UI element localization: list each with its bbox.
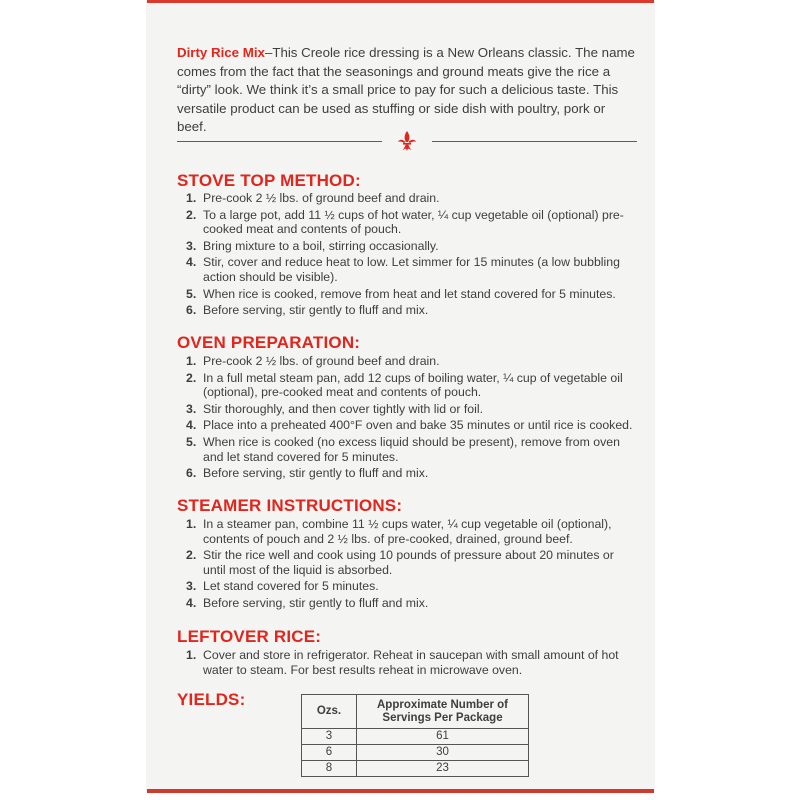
list-item: 3. Stir thoroughly, and then cover tightly with lid or foil. [186, 401, 484, 416]
list-item: 5. When rice is cooked, remove from heat and let stand covered for 5 minutes. [186, 286, 616, 301]
leftover-rice-heading: LEFTOVER RICE: [177, 627, 322, 646]
table-cell: 61 [357, 729, 529, 745]
table-header-row [302, 695, 529, 729]
oven-preparation-steps [177, 354, 637, 483]
list-item: 5. When rice is cooked (no excess liquid should be present), remove from oven and let stand covered for 5 minutes. [186, 434, 620, 464]
product-name: Dirty Rice Mix [177, 45, 265, 60]
table-row [302, 745, 529, 761]
list-item: 1. Pre-cook 2 ½ lbs. of ground beef and drain. [186, 354, 440, 368]
list-item: 6. Before serving, stir gently to fluff and mix. [186, 466, 429, 481]
table-cell: 8 [302, 761, 357, 777]
table-cell: 23 [357, 761, 529, 777]
steamer-instructions-heading: STEAMER INSTRUCTIONS: [177, 496, 403, 515]
intro-text: –This Creole rice dressing is a New Orleans classic. The name comes from the fact that the seasonings and ground meats give the rice a “dirty” look. We think it’s a small price to pay for such a delicious taste. This versatile product can be used as stuffing or side dish with poultry, pork or beef. [177, 45, 635, 134]
list-item: 6. Before serving, stir gently to fluff and mix. [186, 303, 429, 318]
oven-preparation-heading: OVEN PREPARATION: [177, 333, 361, 352]
list-item: 4. Before serving, stir gently to fluff and mix. [186, 595, 429, 610]
ornamental-divider [177, 131, 637, 151]
table-cell: 6 [302, 745, 357, 761]
list-item: 2. To a large pot, add 11 ½ cups of hot water, ¼ cup vegetable oil (optional) pre-cooked meat and contents of pouch. [186, 207, 624, 237]
list-item: 2. Stir the rice well and cook using 10 pounds of pressure about 20 minutes or until most of the liquid is absorbed. [186, 548, 614, 577]
package-bottom-edge [147, 789, 654, 793]
list-item: 1. Cover and store in refrigerator. Reheat in saucepan with small amount of hot water to steam. For best results reheat in microwave oven. [186, 648, 619, 677]
list-item: 3. Bring mixture to a boil, stirring occasionally. [186, 238, 439, 253]
table-row [302, 761, 529, 777]
list-item: 2. In a full metal steam pan, add 12 cups of boiling water, ¼ cup of vegetable oil (optional), pre-cooked meat and contents of pouch. [186, 370, 623, 400]
column-header-servings: Approximate Number of Servings Per Package [357, 695, 529, 729]
fleur-de-lis-icon [396, 131, 418, 151]
list-item: 1. In a steamer pan, combine 11 ½ cups water, ¼ cup vegetable oil (optional), contents of pouch and 2 ½ lbs. of pre-cooked, drained, ground beef. [186, 517, 612, 546]
column-header-ozs: Ozs. [302, 695, 357, 729]
package-top-edge [147, 0, 654, 3]
list-item: 4. Place into a preheated 400°F oven and bake 35 minutes or until rice is cooked. [186, 418, 633, 433]
table-row [302, 729, 529, 745]
leftover-rice-steps [177, 648, 637, 679]
yields-table [301, 694, 529, 777]
stove-top-steps [177, 191, 637, 320]
stove-top-heading: STOVE TOP METHOD: [177, 171, 361, 190]
list-item: 3. Let stand covered for 5 minutes. [186, 579, 379, 594]
yields-heading: YIELDS: [177, 690, 246, 709]
list-item: 1. Pre-cook 2 ½ lbs. of ground beef and drain. [186, 191, 440, 205]
list-item: 4. Stir, cover and reduce heat to low. Let simmer for 15 minutes (a low bubbling action should be visible). [186, 255, 620, 284]
divider-line-left [177, 141, 382, 142]
divider-line-right [432, 141, 637, 142]
table-cell: 30 [357, 745, 529, 761]
steamer-instructions-steps [177, 517, 637, 613]
table-cell: 3 [302, 729, 357, 745]
intro-paragraph [177, 44, 637, 137]
